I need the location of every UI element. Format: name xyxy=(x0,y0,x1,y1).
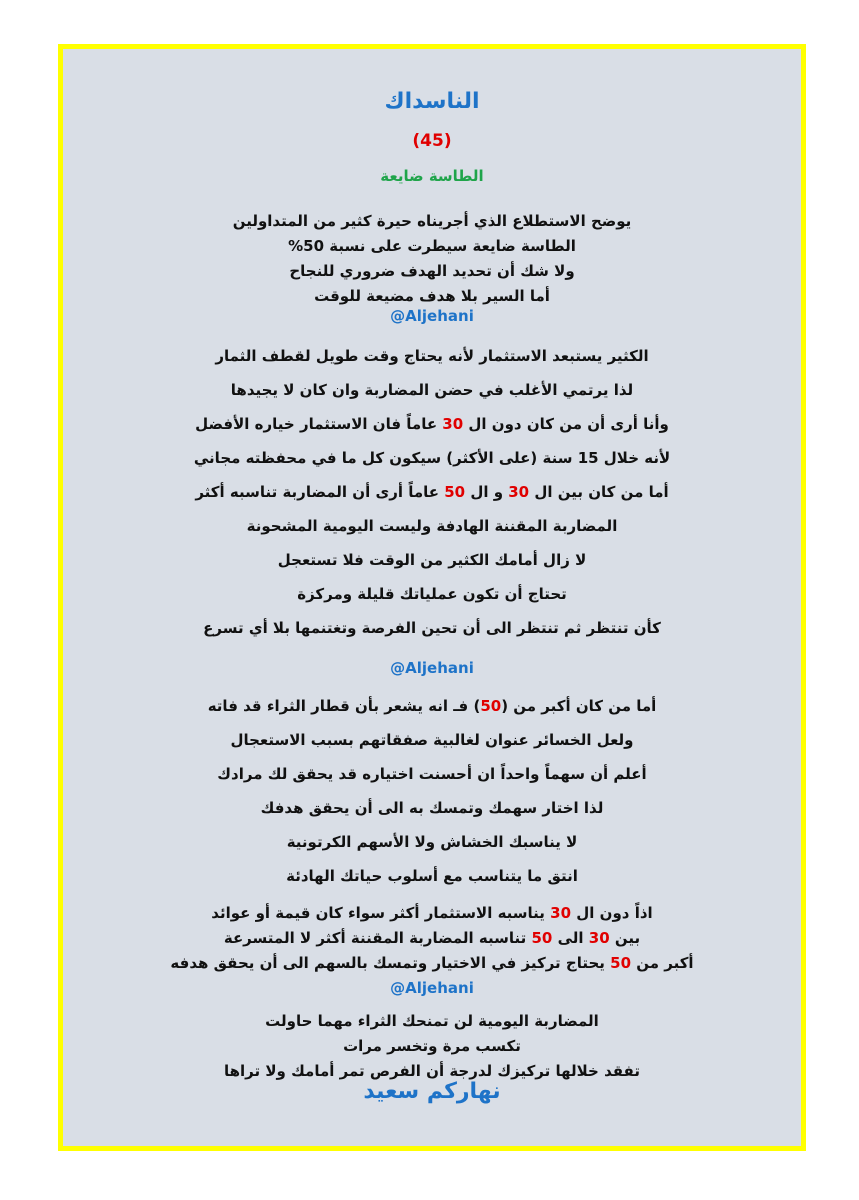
document-frame xyxy=(58,44,806,1151)
page-subtitle: الطاسة ضايعة xyxy=(380,167,484,185)
highlight-number: 50 xyxy=(531,929,553,947)
intro-line: يوضح الاستطلاع الذي أجريناه حيرة كثير من المتداولين xyxy=(232,212,632,230)
author-handle[interactable]: @Aljehani xyxy=(390,307,474,325)
highlight-number: 30 xyxy=(508,483,530,501)
issue-number: (45) xyxy=(412,131,452,151)
final-line: المضاربة اليومية لن تمنحك الثراء مهما حاولت xyxy=(265,1012,599,1030)
summary-paragraph xyxy=(83,901,781,976)
section1-line: أما من كان بين ال 30 و ال 50 عاماً أرى أن المضاربة تناسبه أكثر xyxy=(195,483,669,501)
section2-line: أما من كان أكبر من (50) فـ انه يشعر بأن قطار الثراء قد فاته xyxy=(207,697,657,715)
final-paragraph xyxy=(83,1009,781,1084)
highlight-number: 30 xyxy=(550,904,572,922)
author-handle[interactable]: @Aljehani xyxy=(390,659,474,677)
intro-line: ولا شك أن تحديد الهدف ضروري للنجاح xyxy=(289,262,575,280)
section1-line: لأنه خلال 15 سنة (على الأكثر) سيكون كل ما في محفظته مجاني xyxy=(193,449,671,467)
section2-line: لا يناسبك الخشاش ولا الأسهم الكرتونية xyxy=(286,833,578,851)
section1-line: لذا يرتمي الأغلب في حضن المضاربة وان كان لا يجيدها xyxy=(230,381,634,399)
final-line: تكسب مرة وتخسر مرات xyxy=(343,1037,521,1055)
author-handle[interactable]: @Aljehani xyxy=(390,979,474,997)
section2-line: لذا اختار سهمك وتمسك به الى أن يحقق هدفك xyxy=(260,799,604,817)
summary-line: أكبر من 50 يحتاج تركيز في الاختيار وتمسك بالسهم الى أن يحقق هدفه xyxy=(170,954,694,972)
section1-line: وأنا أرى أن من كان دون ال 30 عاماً فان الاستثمار خياره الأفضل xyxy=(195,415,669,433)
section1-line: تحتاج أن تكون عملياتك قليلة ومركزة xyxy=(297,585,567,603)
section-1 xyxy=(83,339,781,645)
intro-line: الطاسة ضايعة سيطرت على نسبة 50% xyxy=(288,237,576,255)
highlight-number: 50 xyxy=(444,483,466,501)
closing-greeting: نهاركم سعيد xyxy=(363,1079,501,1104)
section1-line: الكثير يستبعد الاستثمار لأنه يحتاج وقت طويل لقطف الثمار xyxy=(215,347,649,365)
section-2 xyxy=(83,689,781,893)
section2-line: انتق ما يتناسب مع أسلوب حياتك الهادئة xyxy=(286,867,578,885)
section2-line: ولعل الخسائر عنوان لغالبية صفقاتهم بسبب الاستعجال xyxy=(230,731,634,749)
highlight-number: 50 xyxy=(480,697,502,715)
intro-paragraph xyxy=(83,209,781,309)
final-line: تفقد خلالها تركيزك لدرجة أن الفرص تمر أمامك ولا تراها xyxy=(224,1062,640,1080)
section2-line: أعلم أن سهماً واحداً ان أحسنت اختياره قد يحقق لك مرادك xyxy=(217,765,647,783)
section1-line: المضاربة المقننة الهادفة وليست اليومية المشحونة xyxy=(246,517,618,535)
intro-line: أما السير بلا هدف مضيعة للوقت xyxy=(314,287,550,305)
page-title: الناسداك xyxy=(384,89,480,114)
section1-line: كأن تنتظر ثم تنتظر الى أن تحين الفرصة وتغتنمها بلا أي تسرع xyxy=(203,619,661,637)
section1-line: لا زال أمامك الكثير من الوقت فلا تستعجل xyxy=(277,551,587,569)
summary-line: اذاً دون ال 30 يناسبه الاستثمار أكثر سواء كان قيمة أو عوائد xyxy=(211,904,653,922)
summary-line: بين 30 الى 50 تناسبه المضاربة المقننة أكثر لا المتسرعة xyxy=(223,929,641,947)
highlight-number: 30 xyxy=(588,929,610,947)
highlight-number: 50 xyxy=(610,954,632,972)
highlight-number: 30 xyxy=(442,415,464,433)
